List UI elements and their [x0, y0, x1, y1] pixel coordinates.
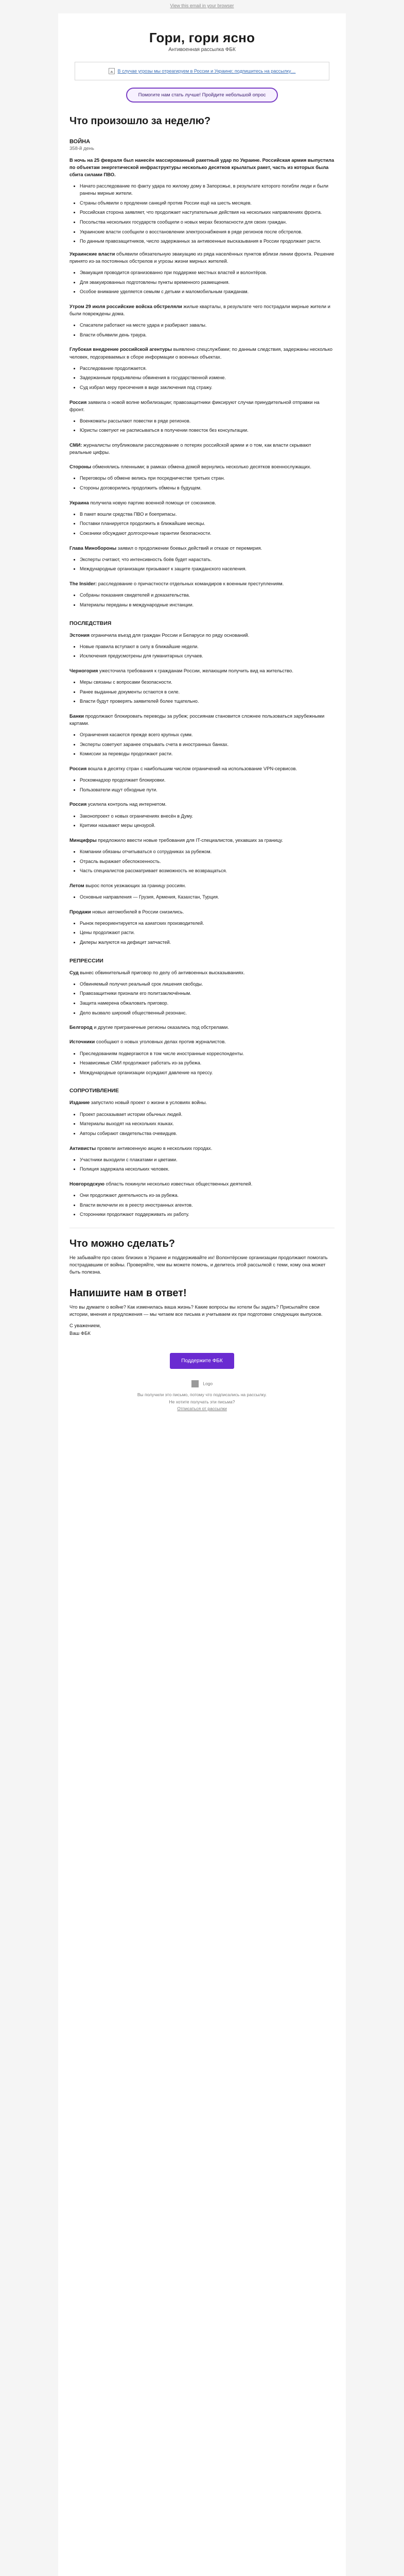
bullet-item: • Эксперты считают, что интенсивность боёв будет нарастать.	[80, 556, 335, 564]
bullet-item: • Дилеры жалуются на дефицит запчастей.	[80, 939, 335, 946]
bullet-item: • Проект рассказывает истории обычных людей.	[80, 1111, 335, 1118]
write-us-text: Что вы думаете о войне? Как изменилась ваша жизнь? Какие вопросы вы хотели бы задать? Присылайте свои истории, мнения и предложения — мы читаем все письма и учитываем их при подготовке следующих выпусков.	[69, 1304, 323, 1317]
newsletter-subtitle: Антивоенная рассылка ФБК	[168, 47, 236, 53]
news-block: Украина получила новую партию военной помощи от союзников. • В пакет вошли средства ПВО и боеприпасы. • Поставки планируется продолжить в ближайшие месяцы. • Союзники обсуждают долгосрочные гарантии безопасности.	[69, 499, 335, 537]
intro-paragraph: В ночь на 25 февраля был нанесён массированный ракетный удар по Украине. Российская армия выпустила по объектам энергетической инфраструктуры несколько десятков крылатых ракет, часть из которых была сбита силами ПВО.	[69, 157, 335, 178]
bullet-item: • Власти включили их в реестр иностранных агентов.	[80, 1202, 335, 1209]
bullet-item: • Авторы собирают свидетельства очевидцев.	[80, 1130, 335, 1138]
bullet-item: • Материалы переданы в международные инстанции.	[80, 602, 335, 609]
bullet-item: • Новые правила вступают в силу в ближайшие недели.	[80, 643, 335, 651]
view-in-browser-link[interactable]: View this email in your browser	[170, 3, 234, 8]
bullet-item: • Посольства нескольких государств сообщили о новых мерах безопасности для своих граждан.	[80, 219, 335, 226]
banner-alt-text: В случае угрозы мы отреагируем в России и Украине; подпишитесь на рассылку…	[117, 69, 296, 74]
bullet-item: • Критики называют меры цензурой.	[80, 822, 335, 829]
news-block: Стороны обменялись пленными; в рамках обмена домой вернулись несколько десятков военнослужащих. • Переговоры об обмене велись при посредничестве третьих стран. • Стороны договорились продолжить обмены в будущем.	[69, 463, 335, 492]
browser-view-bar	[0, 0, 404, 13]
bullet-item: • Российская сторона заявляет, что продолжает наступательные действия на нескольких направлениях фронта.	[80, 209, 335, 216]
email-body	[58, 13, 346, 2576]
bullet-item: • Независимые СМИ продолжают работать из-за рубежа.	[80, 1060, 335, 1067]
header	[69, 30, 335, 53]
news-block: Новгородскую область покинули несколько известных общественных деятелей. • Они продолжают деятельность из-за рубежа. • Власти включили их в реестр иностранных агентов. • Сторонники продолжают поддерживать их работу.	[69, 1180, 335, 1218]
bullet-item: • Власти будут проверять заявителей более тщательно.	[80, 698, 335, 705]
war-title: ВОЙНА	[69, 139, 91, 145]
bullet-item: • Компании обязаны отчитываться о сотрудниках за рубежом.	[80, 849, 335, 856]
news-block: Издание запустило новый проект о жизни в условиях войны. • Проект рассказывает истории обычных людей. • Материалы выходят на нескольких языках. • Авторы собирают свидетельства очевидцев.	[69, 1099, 335, 1137]
news-block: Суд вынес обвинительный приговор по делу об антивоенных высказываниях. • Обвиняемый получил реальный срок лишения свободы. • Правозащитники признали его политзаключённым. • Защита намерена обжаловать приговор. • Дело вызвало широкий общественный резонанс.	[69, 969, 335, 1017]
bullet-item: • Рынок переориентируется на азиатских производителей.	[80, 920, 335, 927]
image-icon	[109, 68, 115, 74]
footer	[69, 1380, 335, 1413]
news-block: Минцифры предложило ввести новые требования для IT-специалистов, уехавших за границу. • Компании обязаны отчитываться о сотрудниках за рубежом. • Отрасль выражает обеспокоенность. • Часть специалистов рассматривает возможность не возвращаться.	[69, 837, 335, 875]
bullet-item: • Эксперты советуют заранее открывать счета в иностранных банках.	[80, 741, 335, 749]
bullet-item: • Пользователи ищут обходные пути.	[80, 787, 335, 794]
news-block: Продажи новых автомобилей в России снизились. • Рынок переориентируется на азиатских производителей. • Цены продолжают расти. • Дилеры жалуются на дефицит запчастей.	[69, 908, 335, 946]
bullet-item: • Международные организации осуждают давление на прессу.	[80, 1070, 335, 1077]
bullet-item: • Ранее выданные документы остаются в силе.	[80, 689, 335, 696]
news-block: Белгород и другие приграничные регионы оказались под обстрелами.	[69, 1024, 229, 1030]
bullet-item: • Исключения предусмотрены для гуманитарных случаев.	[80, 653, 335, 660]
bullet-item: • Отрасль выражает обеспокоенность.	[80, 858, 335, 866]
bullet-item: • Задержанным предъявлены обвинения в государственной измене.	[80, 375, 335, 382]
news-block: Россия заявила о новой волне мобилизации; правозащитники фиксируют случаи принудительной отправки на фронт. • Военкоматы рассылают повестки в ряде регионов. • Юристы советуют не расписываться в получении повесток без консультации.	[69, 399, 335, 435]
bullet-item: • Союзники обсуждают долгосрочные гарантии безопасности.	[80, 530, 335, 537]
bullet-item: • Суд избрал меру пресечения в виде заключения под стражу.	[80, 384, 335, 392]
bullet-item: • По данным правозащитников, число задержанных за антивоенные высказывания в России продолжает расти.	[80, 238, 335, 245]
bullet-item: • Расследование продолжается.	[80, 365, 335, 372]
news-block: Глубокая внедрение российской агентуры выявлено спецслужбами; по данным следствия, задержаны несколько человек, подозреваемых в сборе информации о военных объектах. • Расследование продолжается. • Задержанным предъявлены обвинения в государственной измене. • Суд избрал меру пресечения в виде заключения под стражу.	[69, 346, 335, 391]
news-block: Украинские власти объявили обязательную эвакуацию из ряда населённых пунктов вблизи линии фронта. Решение принято из-за постоянных обстрелов и угрозы жизни мирных жителей. • Эвакуация проводится организованно при поддержке местных властей и волонтёров. • Для эвакуированных подготовлены пункты временного размещения. • Особое внимание уделяется семьям с детьми и маломобильным гражданам.	[69, 250, 335, 296]
resistance-title: СОПРОТИВЛЕНИЕ	[69, 1088, 119, 1094]
news-block: Россия усилила контроль над интернетом. • Законопроект о новых ограничениях внесён в Думу. • Критики называют меры цензурой.	[69, 801, 335, 829]
bullet-item: • Меры связаны с вопросами безопасности.	[80, 679, 335, 686]
bullet-item: • В пакет вошли средства ПВО и боеприпасы.	[80, 511, 335, 518]
bullet-item: • Они продолжают деятельность из-за рубежа.	[80, 1192, 335, 1199]
bullet-list	[69, 183, 335, 245]
bullet-item: • Стороны договорились продолжить обмены в будущем.	[80, 485, 335, 492]
bullet-item: • Страны объявили о продлении санкций против России ещё на шесть месяцев.	[80, 200, 335, 207]
news-block: СМИ: журналисты опубликовали расследование о потерях российской армии и о том, как власти скрывают реальные цифры.	[69, 442, 311, 455]
bullet-item: • Поставки планируется продолжить в ближайшие месяцы.	[80, 520, 335, 528]
bullet-item: • Основные направления — Грузия, Армения, Казахстан, Турция.	[80, 894, 335, 901]
bullet-item: • Преследованиям подвергаются в том числе иностранные корреспонденты.	[80, 1050, 335, 1058]
bullet-item: • Обвиняемый получил реальный срок лишения свободы.	[80, 981, 335, 988]
bullet-item: • Особое внимание уделяется семьям с детьми и маломобильным гражданам.	[80, 289, 335, 296]
footer-text: Вы получили это письмо, потому что подписались на рассылку.	[137, 1392, 267, 1397]
bullet-item: • Начато расследование по факту удара по жилому дому в Запорожье, в результате которого погибли люди и были ранены мирные жители.	[80, 183, 335, 197]
logo-text: Logo	[203, 1381, 213, 1386]
bullet-item: • Украинские власти сообщили о восстановлении электроснабжения в ряде регионов после обстрелов.	[80, 229, 335, 236]
bullet-item: • Переговоры об обмене велись при посредничестве третьих стран.	[80, 475, 335, 482]
news-block: Глава Минобороны заявил о продолжении боевых действий и отказе от перемирия. • Эксперты считают, что интенсивность боёв будет нарастать. • Международные организации призывают к защите гражданского населения.	[69, 545, 335, 573]
bullet-item: • Собраны показания свидетелей и доказательства.	[80, 592, 335, 599]
bullet-item: • Защита намерена обжаловать приговор.	[80, 1000, 335, 1007]
bullet-item: • Участники выходили с плакатами и цветами.	[80, 1157, 335, 1164]
footer-text: Не хотите получать эти письма?	[169, 1399, 235, 1404]
bullet-item: • Власти объявили день траура.	[80, 332, 335, 339]
bullet-item: • Законопроект о новых ограничениях внесён в Думу.	[80, 813, 335, 820]
news-block: Эстония ограничила въезд для граждан России и Беларуси по ряду оснований. • Новые правила вступают в силу в ближайшие недели. • Исключения предусмотрены для гуманитарных случаев.	[69, 632, 335, 660]
news-block: Утром 29 июля российские войска обстреляли жилые кварталы, в результате чего пострадали мирные жители и были повреждены дома. • Спасатели работают на месте удара и разбирают завалы. • Власти объявили день траура.	[69, 303, 335, 339]
bullet-item: • Дело вызвало широкий общественный резонанс.	[80, 1010, 335, 1017]
news-block: Банки продолжают блокировать переводы за рубеж; россиянам становится сложнее пользоваться зарубежными картами. • Ограничения касаются прежде всего крупных сумм. • Эксперты советуют заранее открывать счета в иностранных банках. • Комиссии за переводы продолжают расти.	[69, 713, 335, 758]
news-block: The Insider: расследование о причастности отдельных командиров к военным преступлениям. • Собраны показания свидетелей и доказательства. • Материалы переданы в международные инстанции.	[69, 580, 335, 608]
bullet-item: • Спасатели работают на месте удара и разбирают завалы.	[80, 322, 335, 329]
write-us-title: Напишите нам в ответ!	[69, 1287, 187, 1299]
unsubscribe-link[interactable]: Отписаться от рассылки	[177, 1406, 227, 1412]
news-block: Россия вошла в десятку стран с наибольшим числом ограничений на использование VPN-сервисов. • Роскомнадзор продолжает блокировки. • Пользователи ищут обходные пути.	[69, 765, 335, 793]
bullet-item: • Цены продолжают расти.	[80, 929, 335, 937]
news-block: Черногория ужесточила требования к гражданам России, желающим получить вид на жительство. • Меры связаны с вопросами безопасности. • Ранее выданные документы остаются в силе. • Власти будут проверять заявителей более тщательно.	[69, 667, 335, 705]
signature: С уважением, Ваш ФБК	[69, 1323, 101, 1336]
bullet-item: • Международные организации призывают к защите гражданского населения.	[80, 566, 335, 573]
consequences-title: ПОСЛЕДСТВИЯ	[69, 620, 112, 626]
news-block: Источники сообщают о новых уголовных делах против журналистов. • Преследованиям подвергаются в том числе иностранные корреспонденты. • Независимые СМИ продолжают работать из-за рубежа. • Международные организации осуждают давление на прессу.	[69, 1038, 335, 1076]
war-day: 358-й день	[69, 146, 94, 151]
what-to-do-title: Что можно сделать?	[69, 1238, 175, 1249]
news-block: Активисты провели антивоенную акцию в нескольких городах. • Участники выходили с плакатами и цветами. • Полиция задержала нескольких человек.	[69, 1145, 335, 1173]
bullet-item: • Сторонники продолжают поддерживать их работу.	[80, 1211, 335, 1218]
bullet-item: • Ограничения касаются прежде всего крупных сумм.	[80, 732, 335, 739]
bullet-item: • Роскомнадзор продолжает блокировки.	[80, 777, 335, 784]
bullet-item: • Для эвакуированных подготовлены пункты временного размещения.	[80, 279, 335, 286]
logo-icon	[191, 1380, 199, 1387]
repression-title: РЕПРЕССИИ	[69, 957, 103, 964]
newsletter-title: Гори, гори ясно	[149, 30, 255, 45]
bullet-item: • Юристы советуют не расписываться в получении повесток без консультации.	[80, 427, 335, 434]
bullet-item: • Военкоматы рассылают повестки в ряде регионов.	[80, 418, 335, 425]
support-button[interactable]: Поддержите ФБК	[170, 1353, 234, 1369]
bullet-item: • Материалы выходят на нескольких языках.	[80, 1121, 335, 1128]
banner-image-link[interactable]	[75, 62, 329, 80]
bullet-item: • Комиссии за переводы продолжают расти.	[80, 751, 335, 758]
survey-button[interactable]: Помогите нам стать лучше! Пройдите небольшой опрос	[126, 88, 278, 103]
bullet-item: • Эвакуация проводится организованно при поддержке местных властей и волонтёров.	[80, 269, 335, 277]
section-heading: Что произошло за неделю?	[69, 115, 211, 127]
news-block: Летом вырос поток уезжающих за границу россиян. • Основные направления — Грузия, Армения, Казахстан, Турция.	[69, 882, 335, 901]
bullet-item: • Правозащитники признали его политзаключённым.	[80, 990, 335, 997]
bullet-item: • Полиция задержала нескольких человек.	[80, 1166, 335, 1173]
bullet-item: • Часть специалистов рассматривает возможность не возвращаться.	[80, 868, 335, 875]
what-to-do-text: Не забывайте про своих близких в Украине и поддерживайте их! Волонтёрские организации продолжают помогать пострадавшим от войны. Проверяйте, чем вы можете помочь, и делитесь этой рассылкой с теми, кому она может быть полезна.	[69, 1254, 328, 1275]
